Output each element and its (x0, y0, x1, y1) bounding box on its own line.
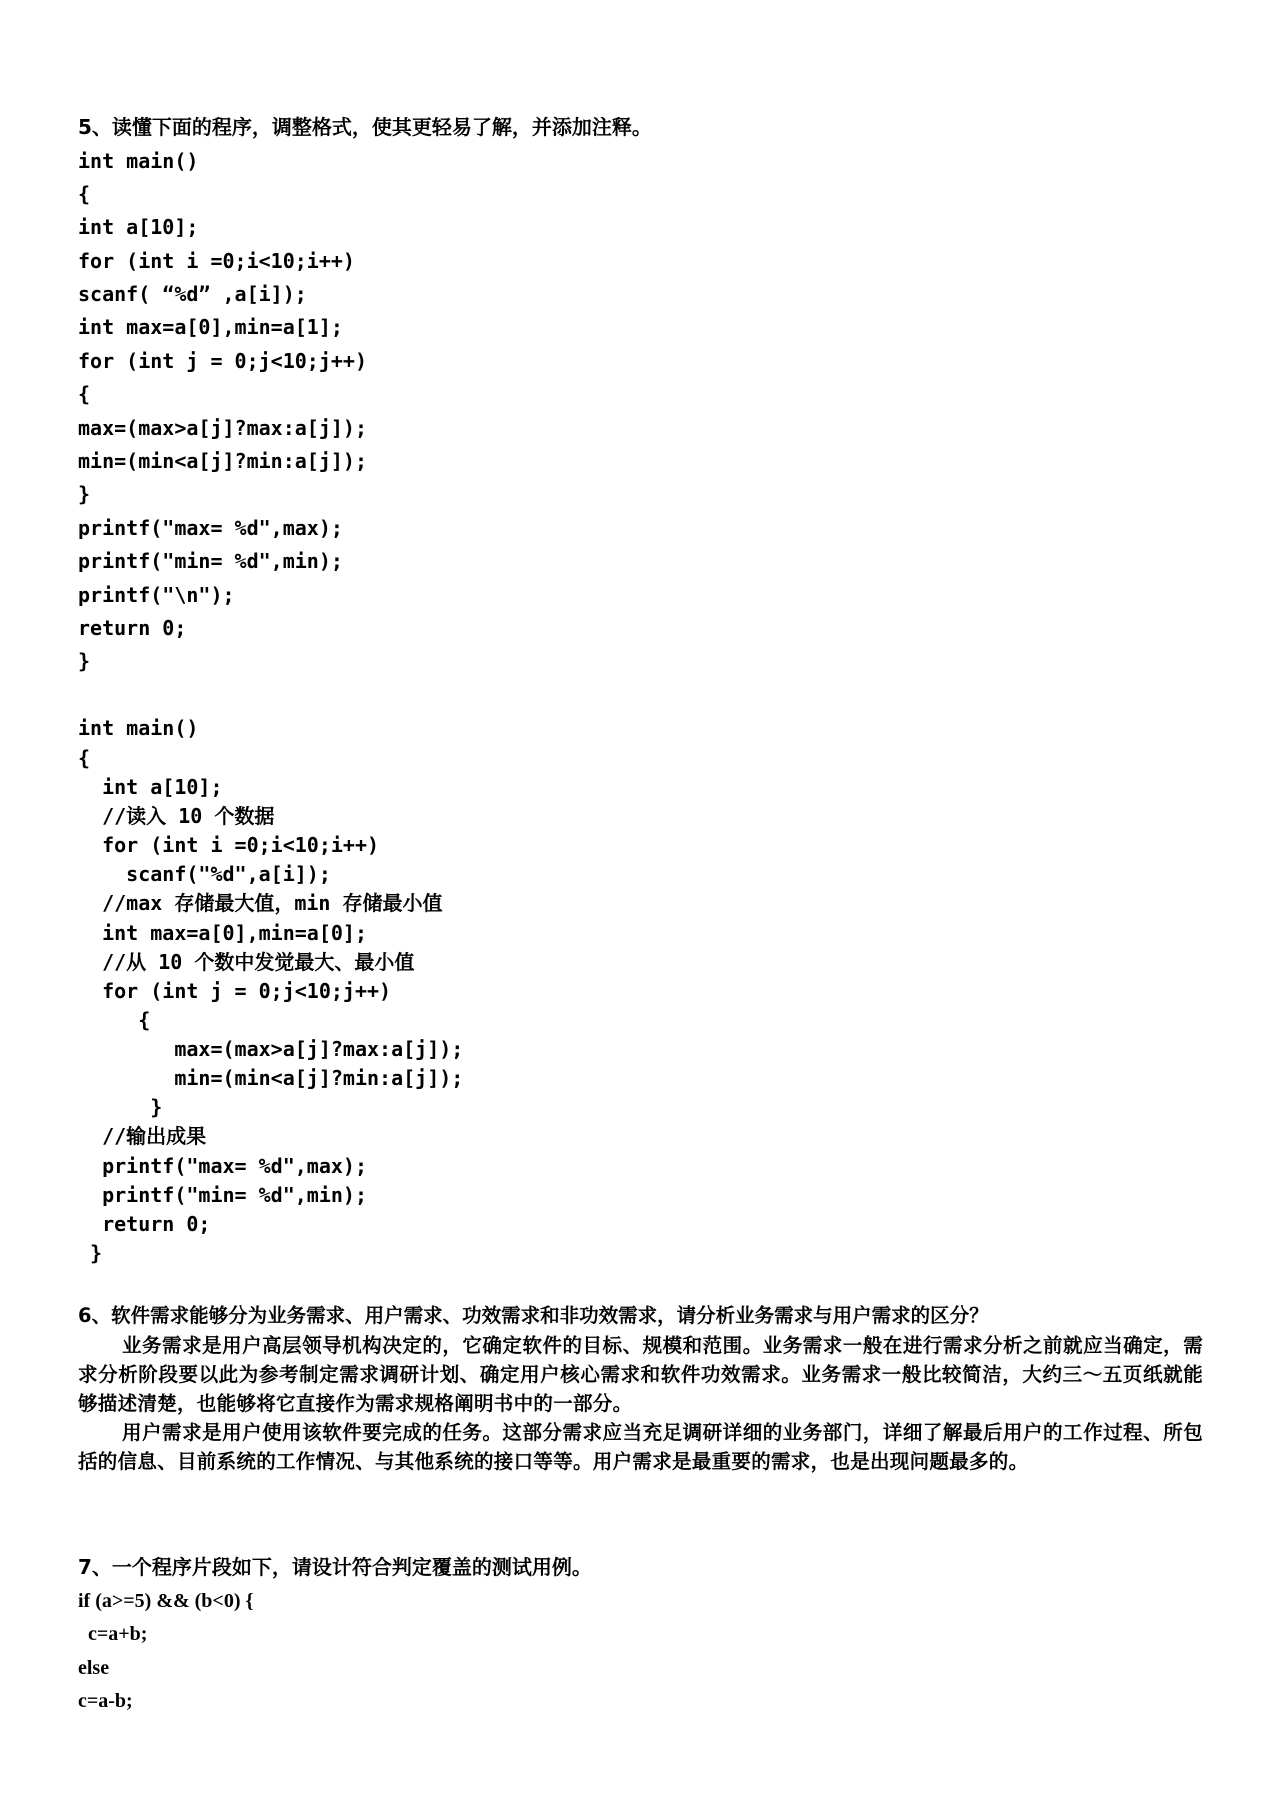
code-line: scanf( “%d” ,a[i]); (78, 282, 307, 306)
q6-paragraph-business: 业务需求是用户高层领导机构决定的，它确定软件的目标、规模和范围。业务需求一般在进行需求分析之前就应当确定，需求分析阶段要以此为参考制定需求调研计划、确定用户核心需求和软件功效需求。业务需求一般比较简洁，大约三～五页纸就能够描述清楚，也能够将它直接作为需求规格阐明书中的一部分。 (78, 1334, 1203, 1415)
code-line: printf("\n"); (78, 583, 235, 607)
code-comment: //max 存储最大值，min 存储最小值 (78, 891, 443, 915)
code-line: scanf("%d",a[i]); (78, 862, 331, 886)
code-line: { (78, 182, 91, 206)
code-line: for (int j = 0;j<10;j++) (78, 979, 392, 1003)
q5-heading: 5、读懂下面的程序，调整格式，使其更轻易了解，并添加注释。 (78, 115, 652, 139)
code-line: for (int i =0;i<10;i++) (78, 249, 355, 273)
code-comment: //输出成果 (78, 1124, 207, 1148)
code-line: int a[10]; (78, 775, 223, 799)
q6-heading: 6、软件需求能够分为业务需求、用户需求、功效需求和非功效需求，请分析业务需求与用户需求的区分？ (78, 1304, 989, 1327)
code-line: } (78, 482, 91, 506)
code-line: else (78, 1657, 110, 1679)
code-line: for (int i =0;i<10;i++) (78, 833, 380, 857)
code-comment: //读入 10 个数据 (78, 804, 275, 828)
code-line: { (78, 382, 91, 406)
code-line: min=(min<a[j]?min:a[j]); (78, 449, 367, 473)
code-line: c=a+b; (78, 1623, 148, 1645)
code-line: } (78, 649, 91, 673)
code-line: int a[10]; (78, 215, 199, 239)
code-line: if (a>=5) && (b<0) { (78, 1590, 254, 1612)
code-line: for (int j = 0;j<10;j++) (78, 349, 367, 373)
code-line: c=a-b; (78, 1690, 133, 1712)
code-line: max=(max>a[j]?max:a[j]); (78, 1037, 464, 1061)
code-line: int max=a[0],min=a[1]; (78, 315, 343, 339)
code-line: return 0; (78, 616, 187, 640)
code-line: printf("min= %d",min); (78, 1183, 367, 1207)
code-line: int max=a[0],min=a[0]; (78, 921, 367, 945)
code-line: min=(min<a[j]?min:a[j]); (78, 1066, 464, 1090)
code-line: { (78, 746, 91, 770)
code-line: return 0; (78, 1212, 211, 1236)
code-line: } (78, 1095, 163, 1119)
code-line: printf("max= %d",max); (78, 516, 343, 540)
code-line: int main() (78, 716, 199, 740)
code-line: max=(max>a[j]?max:a[j]); (78, 416, 367, 440)
code-line: } (78, 1241, 103, 1265)
code-line: { (78, 1008, 151, 1032)
q7-heading: 7、一个程序片段如下，请设计符合判定覆盖的测试用例。 (78, 1555, 592, 1579)
code-line: printf("max= %d",max); (78, 1154, 367, 1178)
code-line: int main() (78, 149, 199, 173)
q6-paragraph-user: 用户需求是用户使用该软件要完成的任务。这部分需求应当充足调研详细的业务部门，详细了解最后用户的工作过程、所包括的信息、目前系统的工作情况、与其他系统的接口等等。用户需求是最重要的需求，也是出现问题最多的。 (78, 1421, 1203, 1473)
code-line: printf("min= %d",min); (78, 549, 343, 573)
code-comment: //从 10 个数中发觉最大、最小值 (78, 950, 415, 974)
